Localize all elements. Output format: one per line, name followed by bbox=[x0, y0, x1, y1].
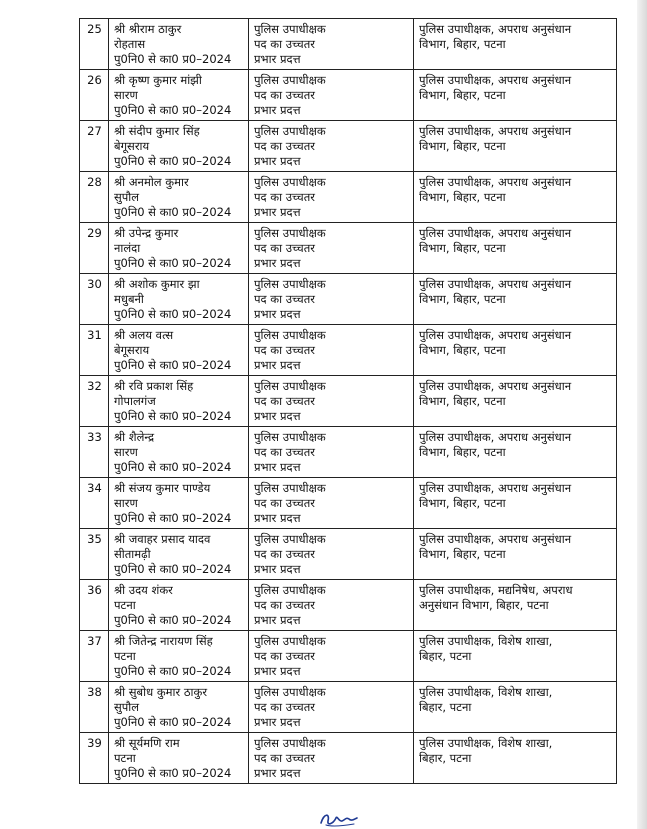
post-cell bbox=[249, 121, 414, 172]
placement-line: पुलिस उपाधीक्षक, अपराध अनुसंधान bbox=[419, 124, 572, 138]
officer-district: सारण bbox=[114, 496, 138, 510]
officer-cell bbox=[109, 427, 249, 478]
post-line: पद का उच्चतर bbox=[254, 496, 315, 510]
post-line: पद का उच्चतर bbox=[254, 445, 315, 459]
officer-district: सुपौल bbox=[114, 190, 140, 204]
promotion-meeting: पु0नि0 से का0 प्र0–2024 bbox=[114, 562, 232, 576]
post-line: पुलिस उपाधीक्षक bbox=[254, 226, 326, 240]
officer-name: श्री जितेन्द्र नारायण सिंह bbox=[114, 634, 213, 648]
promotion-meeting: पु0नि0 से का0 प्र0–2024 bbox=[114, 307, 232, 321]
post-line: प्रभार प्रदत्त bbox=[254, 766, 301, 780]
serial-number: 37 bbox=[80, 631, 109, 682]
post-line: प्रभार प्रदत्त bbox=[254, 256, 301, 270]
table-row bbox=[80, 121, 617, 172]
serial-number: 28 bbox=[80, 172, 109, 223]
table-row bbox=[80, 19, 617, 70]
post-cell bbox=[249, 733, 414, 784]
post-cell bbox=[249, 529, 414, 580]
placement-line: विभाग, बिहार, पटना bbox=[419, 394, 506, 408]
post-line: पद का उच्चतर bbox=[254, 292, 315, 306]
placement-cell bbox=[414, 682, 617, 733]
table-row bbox=[80, 325, 617, 376]
placement-line: बिहार, पटना bbox=[419, 700, 472, 714]
placement-line: पुलिस उपाधीक्षक, मद्यनिषेध, अपराध bbox=[419, 583, 573, 597]
officer-district: सुपौल bbox=[114, 700, 140, 714]
post-cell bbox=[249, 325, 414, 376]
placement-line: विभाग, बिहार, पटना bbox=[419, 241, 506, 255]
officer-district: नालंदा bbox=[114, 241, 141, 255]
officer-cell bbox=[109, 325, 249, 376]
officer-district: सारण bbox=[114, 88, 138, 102]
officer-cell bbox=[109, 631, 249, 682]
officer-name: श्री संदीप कुमार सिंह bbox=[114, 124, 200, 138]
serial-number: 29 bbox=[80, 223, 109, 274]
officer-cell bbox=[109, 70, 249, 121]
officer-name: श्री संजय कुमार पाण्डेय bbox=[114, 481, 211, 495]
officer-cell bbox=[109, 580, 249, 631]
post-line: पद का उच्चतर bbox=[254, 598, 315, 612]
officer-cell bbox=[109, 19, 249, 70]
serial-number: 25 bbox=[80, 19, 109, 70]
post-line: पद का उच्चतर bbox=[254, 751, 315, 765]
post-line: पुलिस उपाधीक्षक bbox=[254, 73, 326, 87]
placement-line: पुलिस उपाधीक्षक, अपराध अनुसंधान bbox=[419, 430, 572, 444]
post-line: पद का उच्चतर bbox=[254, 394, 315, 408]
promotion-meeting: पु0नि0 से का0 प्र0–2024 bbox=[114, 766, 232, 780]
post-line: प्रभार प्रदत्त bbox=[254, 664, 301, 678]
post-line: प्रभार प्रदत्त bbox=[254, 715, 301, 729]
placement-line: पुलिस उपाधीक्षक, विशेष शाखा, bbox=[419, 685, 553, 699]
post-line: प्रभार प्रदत्त bbox=[254, 511, 301, 525]
serial-number: 38 bbox=[80, 682, 109, 733]
placement-line: पुलिस उपाधीक्षक, अपराध अनुसंधान bbox=[419, 73, 572, 87]
table-row bbox=[80, 733, 617, 784]
placement-line: पुलिस उपाधीक्षक, अपराध अनुसंधान bbox=[419, 175, 572, 189]
officer-cell bbox=[109, 376, 249, 427]
serial-number: 32 bbox=[80, 376, 109, 427]
post-cell bbox=[249, 682, 414, 733]
post-line: पुलिस उपाधीक्षक bbox=[254, 583, 326, 597]
promotion-meeting: पु0नि0 से का0 प्र0–2024 bbox=[114, 154, 232, 168]
promotion-meeting: पु0नि0 से का0 प्र0–2024 bbox=[114, 103, 232, 117]
placement-cell bbox=[414, 325, 617, 376]
table-row bbox=[80, 172, 617, 223]
post-cell bbox=[249, 376, 414, 427]
placement-line: विभाग, बिहार, पटना bbox=[419, 547, 506, 561]
promotion-meeting: पु0नि0 से का0 प्र0–2024 bbox=[114, 52, 232, 66]
post-cell bbox=[249, 172, 414, 223]
table-row bbox=[80, 631, 617, 682]
officer-name: श्री अलय वत्स bbox=[114, 328, 174, 342]
officer-name: श्री कृष्ण कुमार मांझी bbox=[114, 73, 202, 87]
officer-name: श्री अनमोल कुमार bbox=[114, 175, 189, 189]
placement-line: बिहार, पटना bbox=[419, 649, 472, 663]
post-line: पुलिस उपाधीक्षक bbox=[254, 481, 326, 495]
promotion-meeting: पु0नि0 से का0 प्र0–2024 bbox=[114, 715, 232, 729]
posting-table-body bbox=[80, 19, 617, 784]
placement-cell bbox=[414, 223, 617, 274]
table-row bbox=[80, 376, 617, 427]
serial-number: 27 bbox=[80, 121, 109, 172]
officer-cell bbox=[109, 478, 249, 529]
placement-line: विभाग, बिहार, पटना bbox=[419, 190, 506, 204]
placement-cell bbox=[414, 580, 617, 631]
post-line: पुलिस उपाधीक्षक bbox=[254, 22, 326, 36]
post-line: प्रभार प्रदत्त bbox=[254, 307, 301, 321]
placement-cell bbox=[414, 121, 617, 172]
table-row bbox=[80, 274, 617, 325]
officer-cell bbox=[109, 223, 249, 274]
placement-cell bbox=[414, 733, 617, 784]
post-line: पद का उच्चतर bbox=[254, 190, 315, 204]
promotion-meeting: पु0नि0 से का0 प्र0–2024 bbox=[114, 358, 232, 372]
placement-line: पुलिस उपाधीक्षक, अपराध अनुसंधान bbox=[419, 379, 572, 393]
post-line: पद का उच्चतर bbox=[254, 88, 315, 102]
table-row bbox=[80, 478, 617, 529]
placement-line: पुलिस उपाधीक्षक, अपराध अनुसंधान bbox=[419, 226, 572, 240]
post-line: प्रभार प्रदत्त bbox=[254, 562, 301, 576]
officer-name: श्री उदय शंकर bbox=[114, 583, 173, 597]
serial-number: 39 bbox=[80, 733, 109, 784]
placement-line: पुलिस उपाधीक्षक, अपराध अनुसंधान bbox=[419, 22, 572, 36]
placement-line: पुलिस उपाधीक्षक, अपराध अनुसंधान bbox=[419, 532, 572, 546]
serial-number: 26 bbox=[80, 70, 109, 121]
table-row bbox=[80, 427, 617, 478]
post-line: प्रभार प्रदत्त bbox=[254, 460, 301, 474]
post-line: पुलिस उपाधीक्षक bbox=[254, 175, 326, 189]
placement-cell bbox=[414, 427, 617, 478]
placement-line: विभाग, बिहार, पटना bbox=[419, 496, 506, 510]
post-line: पुलिस उपाधीक्षक bbox=[254, 532, 326, 546]
placement-line: विभाग, बिहार, पटना bbox=[419, 445, 506, 459]
placement-cell bbox=[414, 529, 617, 580]
promotion-meeting: पु0नि0 से का0 प्र0–2024 bbox=[114, 664, 232, 678]
post-line: पद का उच्चतर bbox=[254, 700, 315, 714]
placement-line: विभाग, बिहार, पटना bbox=[419, 37, 506, 51]
promotion-meeting: पु0नि0 से का0 प्र0–2024 bbox=[114, 613, 232, 627]
post-line: प्रभार प्रदत्त bbox=[254, 205, 301, 219]
post-line: प्रभार प्रदत्त bbox=[254, 103, 301, 117]
post-line: पद का उच्चतर bbox=[254, 343, 315, 357]
officer-cell bbox=[109, 529, 249, 580]
placement-line: विभाग, बिहार, पटना bbox=[419, 343, 506, 357]
placement-line: पुलिस उपाधीक्षक, विशेष शाखा, bbox=[419, 634, 553, 648]
officer-district: मधुबनी bbox=[114, 292, 144, 306]
post-line: पद का उच्चतर bbox=[254, 139, 315, 153]
post-cell bbox=[249, 631, 414, 682]
placement-line: पुलिस उपाधीक्षक, विशेष शाखा, bbox=[419, 736, 553, 750]
post-line: पद का उच्चतर bbox=[254, 241, 315, 255]
officer-district: रोहतास bbox=[114, 37, 146, 51]
officer-name: श्री रवि प्रकाश सिंह bbox=[114, 379, 194, 393]
post-line: पुलिस उपाधीक्षक bbox=[254, 124, 326, 138]
post-cell bbox=[249, 580, 414, 631]
table-row bbox=[80, 580, 617, 631]
officer-cell bbox=[109, 274, 249, 325]
officer-district: बेगूसराय bbox=[114, 343, 150, 357]
placement-cell bbox=[414, 631, 617, 682]
placement-line: पुलिस उपाधीक्षक, अपराध अनुसंधान bbox=[419, 328, 572, 342]
post-cell bbox=[249, 478, 414, 529]
table-row bbox=[80, 223, 617, 274]
post-cell bbox=[249, 427, 414, 478]
post-line: पुलिस उपाधीक्षक bbox=[254, 685, 326, 699]
placement-line: विभाग, बिहार, पटना bbox=[419, 139, 506, 153]
placement-cell bbox=[414, 172, 617, 223]
post-line: प्रभार प्रदत्त bbox=[254, 358, 301, 372]
officer-name: श्री अशोक कुमार झा bbox=[114, 277, 200, 291]
post-line: पुलिस उपाधीक्षक bbox=[254, 277, 326, 291]
post-cell bbox=[249, 274, 414, 325]
promotion-meeting: पु0नि0 से का0 प्र0–2024 bbox=[114, 511, 232, 525]
table-row bbox=[80, 70, 617, 121]
officer-district: पटना bbox=[114, 649, 136, 663]
serial-number: 33 bbox=[80, 427, 109, 478]
officer-district: सारण bbox=[114, 445, 138, 459]
placement-cell bbox=[414, 478, 617, 529]
placement-line: विभाग, बिहार, पटना bbox=[419, 292, 506, 306]
placement-line: अनुसंधान विभाग, बिहार, पटना bbox=[419, 598, 549, 612]
posting-table bbox=[79, 18, 617, 784]
officer-district: बेगूसराय bbox=[114, 139, 150, 153]
officer-name: श्री सूर्यमणि राम bbox=[114, 736, 180, 750]
officer-district: पटना bbox=[114, 598, 136, 612]
placement-line: विभाग, बिहार, पटना bbox=[419, 88, 506, 102]
promotion-meeting: पु0नि0 से का0 प्र0–2024 bbox=[114, 256, 232, 270]
post-cell bbox=[249, 70, 414, 121]
placement-line: बिहार, पटना bbox=[419, 751, 472, 765]
officer-name: श्री शैलेन्द्र bbox=[114, 430, 155, 444]
post-cell bbox=[249, 19, 414, 70]
officer-district: गोपालगंज bbox=[114, 394, 156, 408]
promotion-meeting: पु0नि0 से का0 प्र0–2024 bbox=[114, 460, 232, 474]
officer-cell bbox=[109, 121, 249, 172]
post-line: पुलिस उपाधीक्षक bbox=[254, 430, 326, 444]
officer-cell bbox=[109, 682, 249, 733]
post-line: पद का उच्चतर bbox=[254, 37, 315, 51]
placement-line: पुलिस उपाधीक्षक, अपराध अनुसंधान bbox=[419, 481, 572, 495]
placement-line: पुलिस उपाधीक्षक, अपराध अनुसंधान bbox=[419, 277, 572, 291]
serial-number: 31 bbox=[80, 325, 109, 376]
post-line: प्रभार प्रदत्त bbox=[254, 154, 301, 168]
officer-name: श्री सुबोध कुमार ठाकुर bbox=[114, 685, 208, 699]
placement-cell bbox=[414, 19, 617, 70]
post-line: पुलिस उपाधीक्षक bbox=[254, 379, 326, 393]
officer-name: श्री उपेन्द्र कुमार bbox=[114, 226, 179, 240]
officer-district: पटना bbox=[114, 751, 136, 765]
post-line: प्रभार प्रदत्त bbox=[254, 52, 301, 66]
post-line: पुलिस उपाधीक्षक bbox=[254, 634, 326, 648]
officer-name: श्री श्रीराम ठाकुर bbox=[114, 22, 182, 36]
post-line: पद का उच्चतर bbox=[254, 649, 315, 663]
serial-number: 30 bbox=[80, 274, 109, 325]
page-edge-shadow bbox=[637, 0, 647, 829]
post-cell bbox=[249, 223, 414, 274]
serial-number: 36 bbox=[80, 580, 109, 631]
serial-number: 35 bbox=[80, 529, 109, 580]
officer-name: श्री जवाहर प्रसाद यादव bbox=[114, 532, 211, 546]
placement-cell bbox=[414, 70, 617, 121]
post-line: प्रभार प्रदत्त bbox=[254, 409, 301, 423]
post-line: पुलिस उपाधीक्षक bbox=[254, 328, 326, 342]
placement-cell bbox=[414, 376, 617, 427]
serial-number: 34 bbox=[80, 478, 109, 529]
table-row bbox=[80, 529, 617, 580]
promotion-meeting: पु0नि0 से का0 प्र0–2024 bbox=[114, 205, 232, 219]
signature-mark bbox=[318, 809, 360, 829]
post-line: पद का उच्चतर bbox=[254, 547, 315, 561]
table-row bbox=[80, 682, 617, 733]
officer-cell bbox=[109, 733, 249, 784]
post-line: पुलिस उपाधीक्षक bbox=[254, 736, 326, 750]
officer-district: सीतामढ़ी bbox=[114, 547, 151, 561]
placement-cell bbox=[414, 274, 617, 325]
promotion-meeting: पु0नि0 से का0 प्र0–2024 bbox=[114, 409, 232, 423]
officer-cell bbox=[109, 172, 249, 223]
post-line: प्रभार प्रदत्त bbox=[254, 613, 301, 627]
